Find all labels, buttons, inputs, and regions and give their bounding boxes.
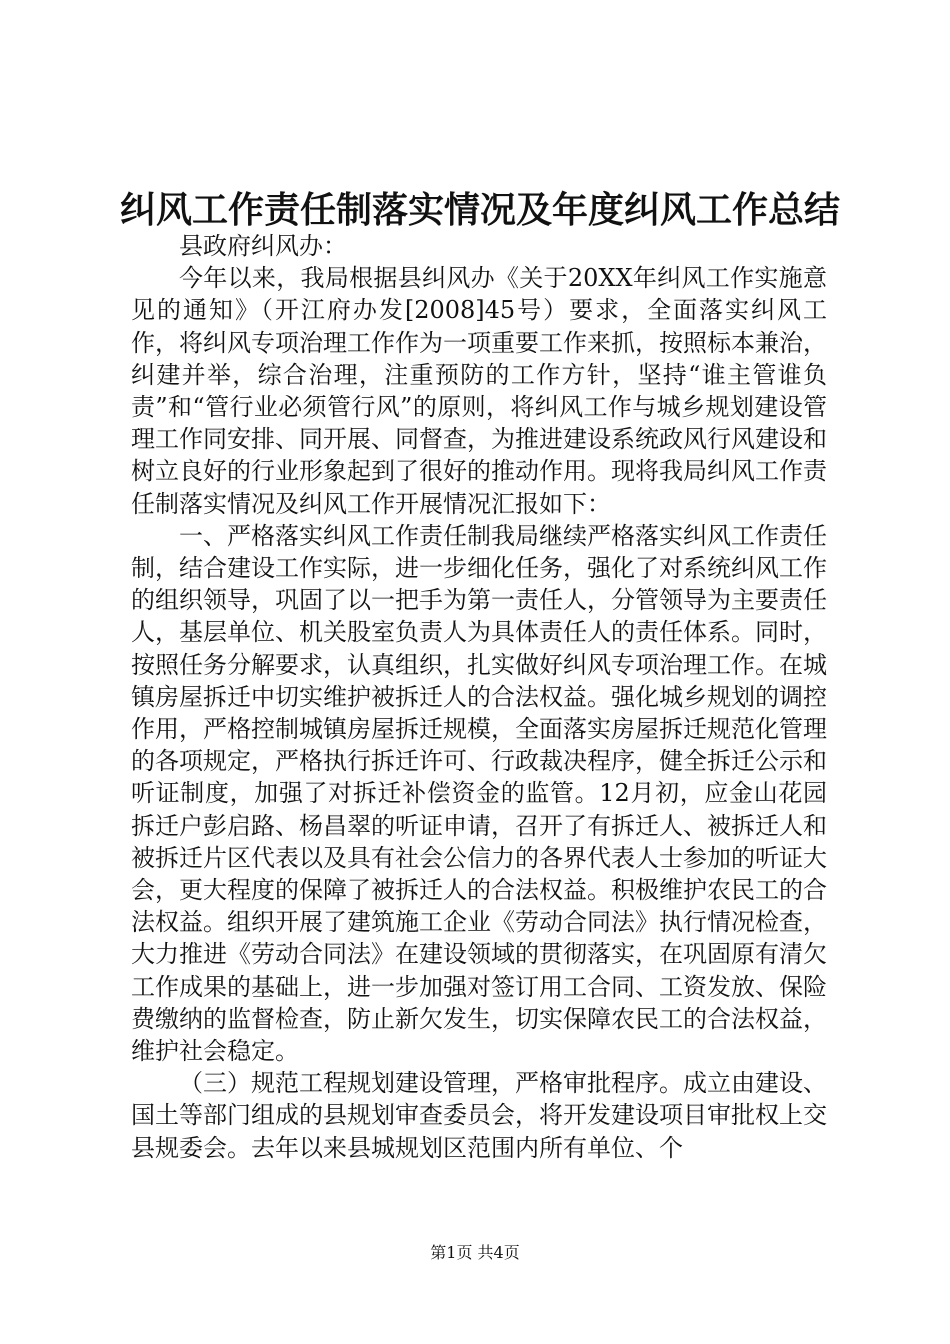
paragraph-section-three: （三）规范工程规划建设管理，严格审批程序。成立由建设、国土等部门组成的县规划审查委员会，将开发建设项目审批权上交县规委会。去年以来县城规划区范围内所有单位、个	[131, 1069, 827, 1162]
document-body	[131, 230, 827, 1164]
page-footer: 第1页 共4页	[430, 1243, 520, 1262]
paragraph-section-one: 一、严格落实纠风工作责任制我局继续严格落实纠风工作责任制，结合建设工作实际，进一步细化任务，强化了对系统纠风工作的组织领导，巩固了以一把手为第一责任人，分管领导为主要责任人，基层单位、机关股室负责人为具体责任人的责任体系。同时，按照任务分解要求，认真组织，扎实做好纠风专项治理工作。在城镇房屋拆迁中切实维护被拆迁人的合法权益。强化城乡规划的调控作用，严格控制城镇房屋拆迁规模，全面落实房屋拆迁规范化管理的各项规定，严格执行拆迁许可、行政裁决程序，健全拆迁公示和听证制度，加强了对拆迁补偿资金的监管。12月初，应金山花园拆迁户彭启路、杨昌翠的听证申请，召开了有拆迁人、被拆迁人和被拆迁片区代表以及具有社会公信力的各界代表人士参加的听证大会，更大程度的保障了被拆迁人的合法权益。积极维护农民工的合法权益。组织开展了建筑施工企业《劳动合同法》执行情况检查，大力推进《劳动合同法》在建设领域的贯彻落实，在巩固原有清欠工作成果的基础上，进一步加强对签订用工合同、工资发放、保险费缴纳的监督检查，防止新欠发生，切实保障农民工的合法权益，维护社会稳定。	[131, 521, 827, 1066]
paragraph-intro: 今年以来，我局根据县纠风办《关于20XX年纠风工作实施意见的通知》（开江府办发[2008]45号）要求，全面落实纠风工作，将纠风专项治理工作作为一项重要工作来抓，按照标本兼治，纠建并举，综合治理，注重预防的工作方针，坚持“谁主管谁负责”和“管行业必须管行风”的原则，将纠风工作与城乡规划建设管理工作同安排、同开展、同督查，为推进建设系统政风行风建设和树立良好的行业形象起到了很好的推动作用。现将我局纠风工作责任制落实情况及纠风工作开展情况汇报如下：	[131, 264, 827, 518]
salutation: 县政府纠风办：	[179, 232, 347, 260]
document-title: 纠风工作责任制落实情况及年度纠风工作总结	[120, 189, 841, 231]
